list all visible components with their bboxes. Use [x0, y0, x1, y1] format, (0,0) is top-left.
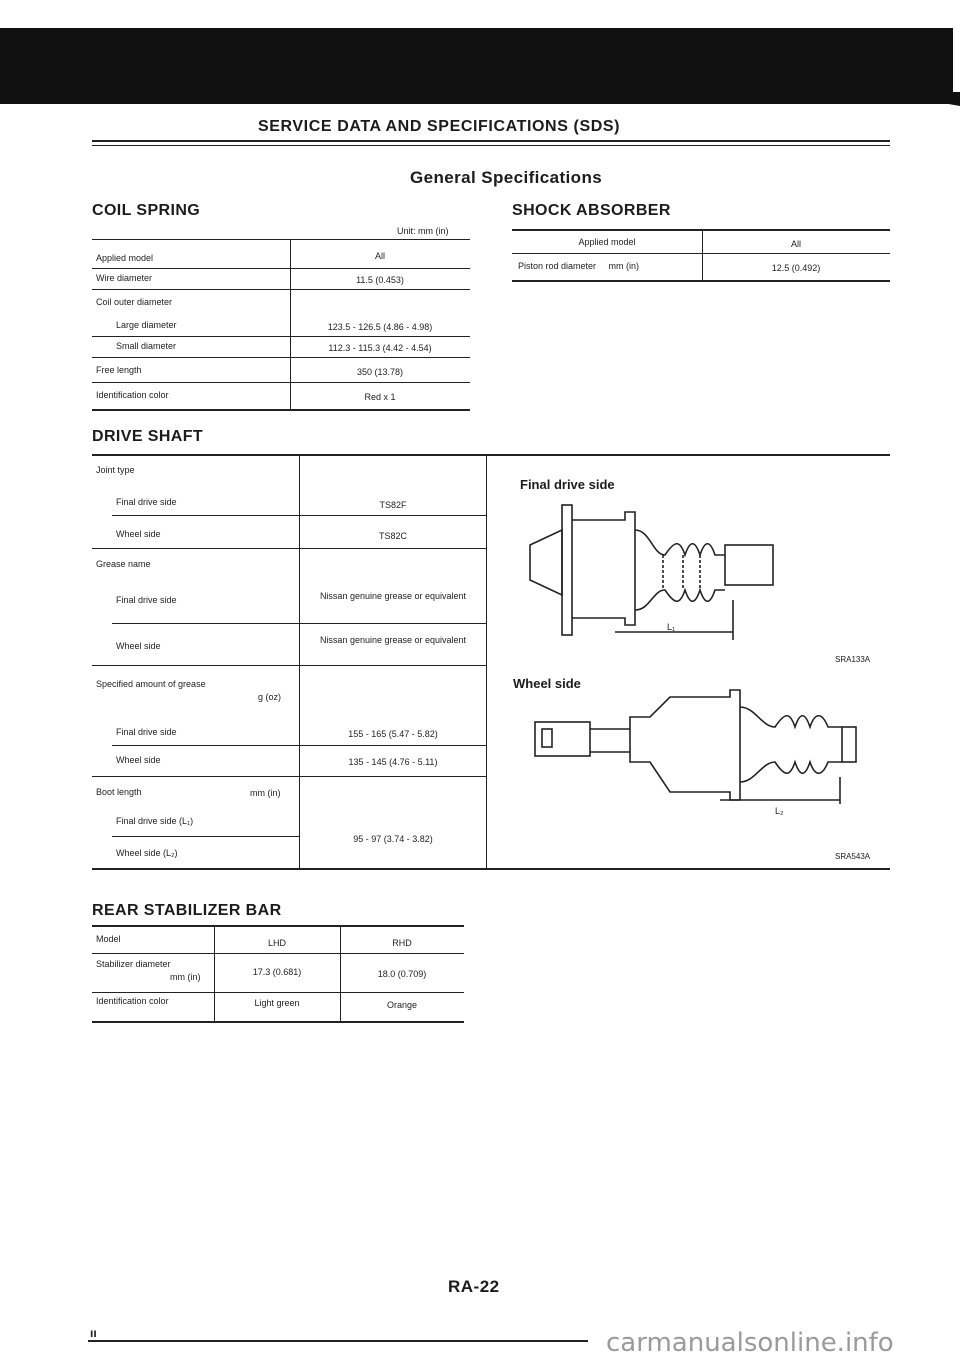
stab-bottom-rule: [92, 1021, 464, 1023]
boot-length-unit: mm (in): [250, 788, 281, 798]
wheel-side-dim-label: L₂: [775, 806, 784, 816]
stab-diameter-lhd: 17.3 (0.681): [252, 967, 302, 977]
final-drive-figure-code: SRA133A: [835, 655, 871, 664]
stab-header-model: Model: [96, 934, 121, 944]
grease-name-wheel-value: Nissan genuine grease or equivalent: [319, 635, 467, 645]
stab-row-rule: [92, 992, 464, 993]
drive-row-rule: [92, 776, 486, 777]
footer-rule: [88, 1340, 588, 1342]
rear-stabilizer-heading: REAR STABILIZER BAR: [92, 902, 282, 919]
joint-type-wheel-label: Wheel side: [116, 529, 161, 539]
coil-row-value: Red x 1: [364, 392, 396, 402]
coil-row-label: Applied model: [96, 253, 154, 263]
drive-top-rule: [92, 454, 890, 456]
joint-type-final-label: Final drive side: [116, 497, 177, 507]
stab-diameter-label: Stabilizer diameter: [96, 959, 171, 969]
stab-diameter-rhd: 18.0 (0.709): [377, 969, 427, 979]
coil-row-value: 350 (13.78): [356, 367, 404, 377]
coil-row-label: Wire diameter: [96, 273, 153, 283]
page-subtitle: General Specifications: [410, 168, 603, 187]
grease-amount-final-value: 155 - 165 (5.47 - 5.82): [348, 729, 438, 739]
boot-length-value: 95 - 97 (3.74 - 3.82): [353, 834, 433, 844]
footer-mark: ıı: [90, 1326, 97, 1340]
coil-row-value: 123.5 - 126.5 (4.86 - 4.98): [327, 322, 433, 332]
boot-length-wheel-label: Wheel side (L₂): [116, 848, 178, 858]
coil-row-label: Large diameter: [116, 320, 177, 330]
coil-row-label: Coil outer diameter: [96, 297, 173, 307]
coil-row-value: All: [374, 251, 385, 261]
coil-spring-unit: Unit: mm (in): [397, 226, 449, 236]
coil-row-label: Identification color: [96, 390, 169, 400]
grease-amount-wheel-label: Wheel side: [116, 755, 161, 765]
shock-top-rule: [512, 229, 890, 231]
shock-absorber-heading: SHOCK ABSORBER: [512, 202, 671, 219]
coil-spring-heading: COIL SPRING: [92, 202, 201, 219]
drive-row-rule: [112, 836, 299, 837]
drive-row-rule: [112, 745, 486, 746]
coil-row-rule: [92, 289, 470, 290]
stab-header-rhd: RHD: [392, 938, 412, 948]
drive-row-rule: [112, 515, 486, 516]
page-title: SERVICE DATA AND SPECIFICATIONS (SDS): [258, 118, 621, 135]
drive-row-rule: [92, 665, 486, 666]
coil-row-rule: [92, 336, 470, 337]
coil-row-value: 11.5 (0.453): [356, 275, 404, 285]
wheel-side-boot-diagram: [530, 682, 870, 812]
shock-bottom-rule: [512, 280, 890, 282]
stab-color-lhd: Light green: [254, 998, 300, 1008]
stab-color-label: Identification color: [96, 996, 169, 1006]
shock-row-value: All: [790, 239, 801, 249]
title-rule: [92, 140, 890, 142]
header-banner: [0, 28, 953, 104]
title-rule-2: [92, 145, 890, 146]
watermark: carmanualsonline.info: [606, 1328, 894, 1358]
drive-divider-2: [486, 456, 487, 868]
coil-row-rule: [92, 268, 470, 269]
coil-row-value: 112.3 - 115.3 (4.42 - 4.54): [328, 343, 432, 353]
stab-color-rhd: Orange: [386, 1000, 418, 1010]
coil-top-rule: [92, 239, 470, 240]
shock-row-rule: [512, 253, 890, 254]
grease-amount-wheel-value: 135 - 145 (4.76 - 5.11): [348, 757, 438, 767]
coil-bottom-rule: [92, 409, 470, 411]
joint-type-wheel-value: TS82C: [378, 531, 407, 541]
grease-amount-label: Specified amount of grease: [96, 679, 206, 689]
shock-row-value: 12.5 (0.492): [771, 263, 821, 273]
wheel-side-label: Wheel side: [513, 676, 581, 691]
drive-divider-1: [299, 456, 300, 868]
grease-name-final-label: Final drive side: [116, 595, 177, 605]
stab-header-lhd: LHD: [267, 938, 286, 948]
stab-row-rule: [92, 953, 464, 954]
grease-name-label: Grease name: [96, 559, 151, 569]
wheel-side-figure-code: SRA543A: [835, 852, 871, 861]
coil-row-label: Small diameter: [116, 341, 177, 351]
drive-bottom-rule: [92, 868, 890, 870]
grease-amount-final-label: Final drive side: [116, 727, 177, 737]
page-number: RA-22: [448, 1277, 500, 1296]
drive-shaft-heading: DRIVE SHAFT: [92, 428, 204, 445]
stab-diameter-unit: mm (in): [170, 972, 201, 982]
coil-row-rule: [92, 382, 470, 383]
shock-row-label: Piston rod diameter mm (in): [518, 261, 640, 271]
grease-name-final-value: Nissan genuine grease or equivalent: [319, 591, 467, 601]
joint-type-final-value: TS82F: [379, 500, 407, 510]
grease-amount-unit: g (oz): [258, 692, 282, 702]
coil-row-rule: [92, 357, 470, 358]
final-drive-dim-label: L₁: [667, 622, 676, 632]
boot-length-final-label: Final drive side (L₁): [116, 816, 194, 826]
drive-row-rule: [112, 623, 486, 624]
grease-name-wheel-label: Wheel side: [116, 641, 161, 651]
coil-row-label: Free length: [96, 365, 142, 375]
boot-length-label: Boot length: [96, 787, 142, 797]
stab-top-rule: [92, 925, 464, 927]
joint-type-label: Joint type: [96, 465, 135, 475]
final-drive-side-label: Final drive side: [520, 477, 615, 492]
drive-row-rule: [92, 548, 486, 549]
shock-row-label: Applied model: [578, 237, 636, 247]
